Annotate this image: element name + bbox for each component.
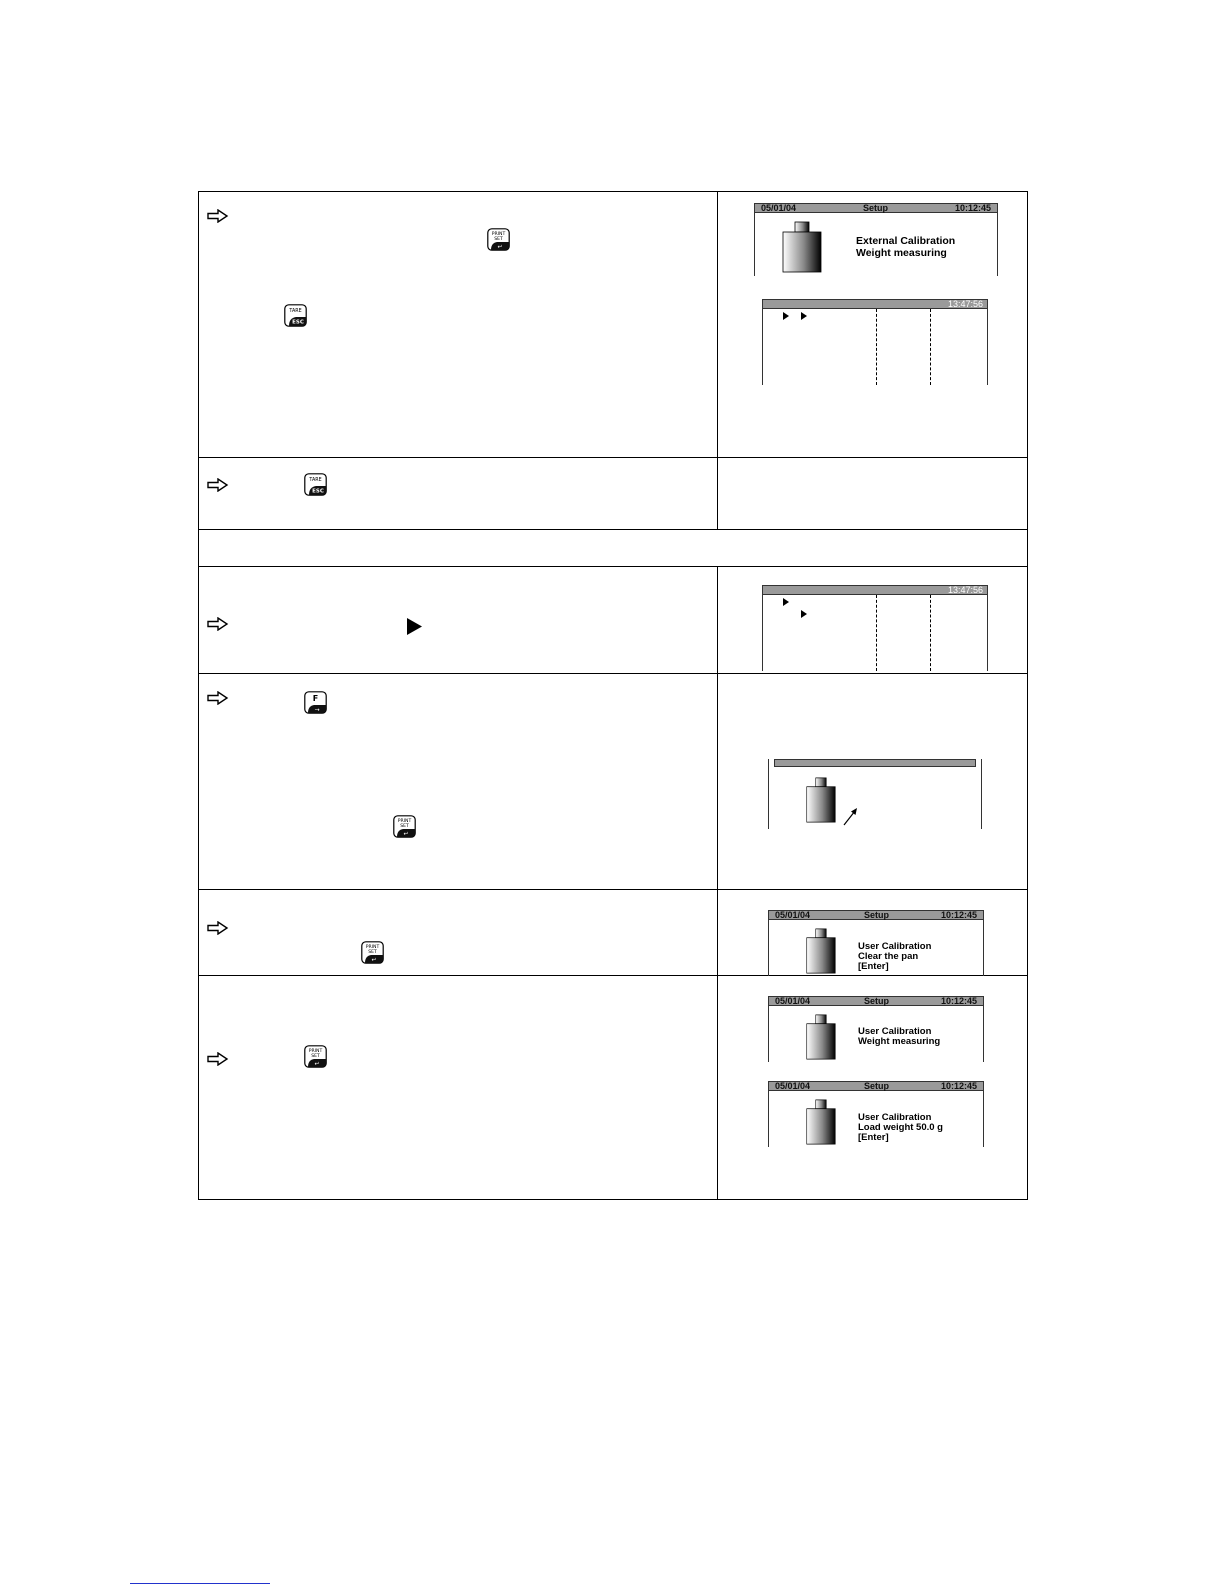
svg-text:SET: SET — [400, 824, 409, 829]
row-divider-1 — [199, 457, 1027, 458]
svg-text:ESC: ESC — [292, 319, 304, 326]
svg-text:PRINT: PRINT — [365, 945, 380, 950]
svg-text:→: → — [314, 706, 320, 714]
calibration-weight-icon — [806, 1099, 836, 1145]
display-header: 05/01/04 Setup 10:12:45 — [768, 910, 984, 920]
display-user-calibration-clear — [768, 910, 984, 976]
svg-text:↵: ↵ — [314, 1060, 320, 1068]
step-arrow-icon — [207, 617, 229, 631]
column-divider-b — [717, 566, 718, 1199]
pointer-arrow-icon — [842, 807, 858, 827]
svg-text:TARE: TARE — [289, 309, 302, 314]
step-arrow-icon — [207, 691, 229, 705]
display-header — [774, 759, 976, 767]
column-divider-a — [717, 192, 718, 530]
svg-text:↵: ↵ — [497, 243, 503, 251]
display-header: 05/01/04 Setup 10:12:45 — [768, 996, 984, 1006]
display-external-calibration — [754, 203, 998, 276]
svg-text:SET: SET — [368, 950, 377, 955]
row-divider-3 — [199, 566, 1027, 567]
tare-esc-key-icon[interactable] — [304, 473, 327, 496]
svg-text:TARE: TARE — [309, 478, 322, 483]
display-weight-select — [768, 759, 982, 829]
svg-text:SET: SET — [311, 1054, 320, 1059]
calibration-weight-icon — [806, 777, 836, 823]
display-line-3: [Enter] — [858, 961, 889, 972]
svg-text:PRINT: PRINT — [397, 819, 412, 824]
menu-pointer-icon — [801, 312, 807, 320]
svg-text:ESC: ESC — [312, 488, 324, 495]
right-triangle-icon — [406, 618, 423, 635]
svg-text:PRINT: PRINT — [308, 1049, 323, 1054]
step-arrow-icon — [207, 478, 229, 492]
display-user-calibration-load — [768, 1081, 984, 1147]
print-set-key-icon[interactable] — [304, 1045, 327, 1068]
display-line-1: User Calibration — [858, 941, 932, 952]
display-line-3: [Enter] — [858, 1132, 889, 1143]
display-line-1: User Calibration — [858, 1112, 932, 1123]
row-divider-5 — [199, 889, 1027, 890]
display-line-1: User Calibration — [858, 1026, 932, 1037]
display-header: 05/01/04 Setup 10:12:45 — [754, 203, 998, 213]
svg-text:PRINT: PRINT — [491, 232, 506, 237]
print-set-key-icon[interactable] — [393, 815, 416, 838]
calibration-weight-icon — [806, 928, 836, 974]
calibration-weight-icon — [806, 1014, 836, 1060]
row-divider-2 — [199, 529, 1027, 530]
print-set-key-icon[interactable] — [487, 228, 510, 251]
menu-pointer-icon — [783, 598, 789, 606]
print-set-key-icon[interactable] — [361, 941, 384, 964]
svg-text:↵: ↵ — [371, 956, 377, 964]
display-menu-1 — [762, 299, 988, 385]
display-menu-2 — [762, 585, 988, 671]
display-line-2: Clear the pan — [858, 951, 919, 962]
tare-esc-key-icon[interactable] — [284, 304, 307, 327]
svg-text:↵: ↵ — [403, 830, 409, 838]
display-line-2: Weight measuring — [856, 247, 947, 259]
display-header: 05/01/04 Setup 10:12:45 — [768, 1081, 984, 1091]
menu-pointer-icon — [783, 312, 789, 320]
display-line-2: Weight measuring — [858, 1036, 941, 1047]
step-arrow-icon — [207, 921, 229, 935]
display-line-2: Load weight 50.0 g — [858, 1122, 943, 1133]
display-line-1: External Calibration — [856, 235, 956, 247]
display-user-calibration-measuring — [768, 996, 984, 1062]
display-header: 13:47:56 — [762, 299, 988, 309]
step-arrow-icon — [207, 209, 229, 223]
svg-text:F: F — [312, 694, 319, 703]
step-arrow-icon — [207, 1052, 229, 1066]
footnote-rule — [130, 1583, 270, 1584]
svg-text:SET: SET — [494, 237, 503, 242]
calibration-weight-icon — [782, 221, 822, 273]
display-header: 13:47:56 — [762, 585, 988, 595]
row-divider-4 — [199, 673, 1027, 674]
f-key-icon[interactable] — [304, 691, 327, 714]
menu-pointer-icon — [801, 610, 807, 618]
